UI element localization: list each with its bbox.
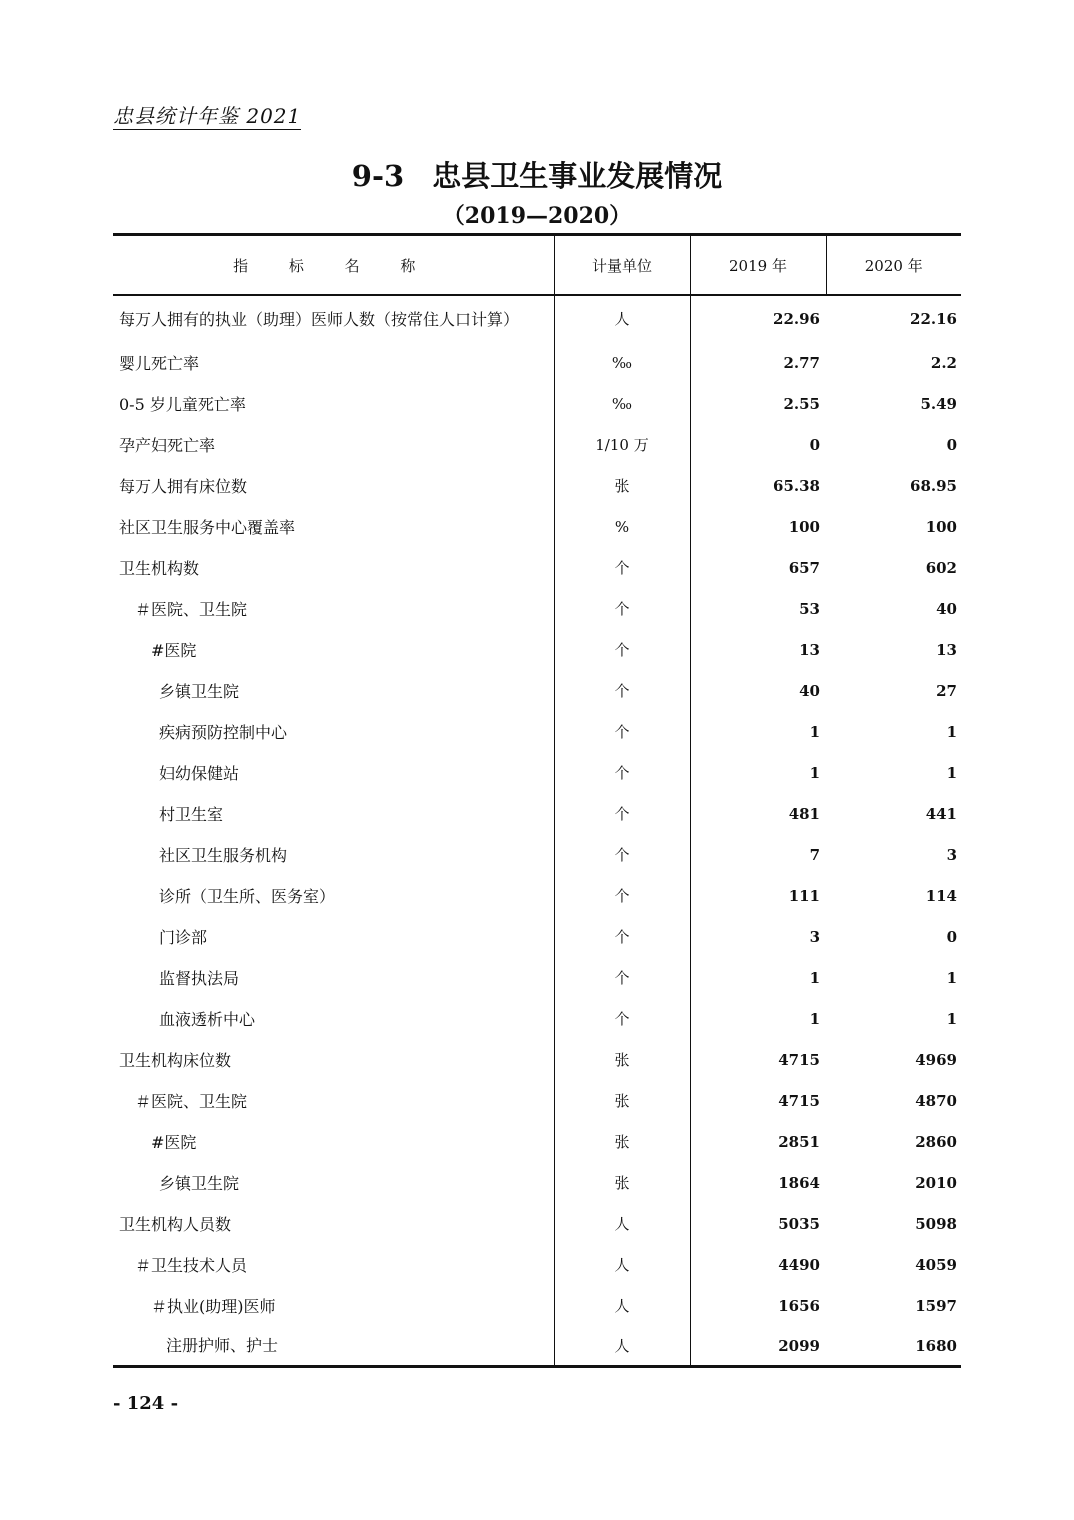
row-indicator-name: 妇幼保健站 bbox=[159, 764, 240, 783]
table-row bbox=[113, 999, 961, 1040]
row-value-2020: 2860 bbox=[915, 1133, 957, 1151]
row-unit: 个 bbox=[554, 999, 690, 1040]
row-value-2020: 602 bbox=[925, 559, 957, 577]
row-unit: 个 bbox=[554, 589, 690, 630]
row-value-2019: 53 bbox=[690, 589, 826, 630]
row-unit: 个 bbox=[554, 712, 690, 753]
row-unit: 张 bbox=[554, 1081, 690, 1122]
row-indicator-name: 村卫生室 bbox=[159, 805, 224, 824]
row-unit: 个 bbox=[554, 958, 690, 999]
row-value-2020: 27 bbox=[936, 682, 957, 700]
row-value-2019: 40 bbox=[690, 671, 826, 712]
table-title bbox=[0, 158, 1074, 194]
row-unit: 1/10 万 bbox=[554, 425, 690, 466]
row-value-2019: 2.77 bbox=[690, 343, 826, 384]
row-unit: ‰ bbox=[554, 343, 690, 384]
row-indicator-name: 卫生机构人员数 bbox=[119, 1215, 232, 1234]
row-indicator-name: 监督执法局 bbox=[159, 969, 240, 988]
row-value-2020: 4969 bbox=[915, 1051, 957, 1069]
row-indicator-name: 每万人拥有的执业（助理）医师人数（按常住人口计算） bbox=[119, 310, 520, 329]
row-unit: 人 bbox=[554, 1327, 690, 1367]
table-row bbox=[113, 712, 961, 753]
row-value-2020: 22.16 bbox=[910, 310, 957, 328]
row-value-2019: 4715 bbox=[690, 1081, 826, 1122]
row-value-2020: 4870 bbox=[915, 1092, 957, 1110]
header-year-2020: 2020 年 bbox=[826, 235, 961, 296]
row-value-2019: 1 bbox=[690, 712, 826, 753]
table-row bbox=[113, 1204, 961, 1245]
row-indicator-name: 每万人拥有床位数 bbox=[119, 477, 248, 496]
table-title-text: 忠县卫生事业发展情况 bbox=[432, 159, 723, 193]
row-indicator-name: ＃医院、卫生院 bbox=[135, 1092, 248, 1111]
row-value-2020: 40 bbox=[936, 600, 957, 618]
table-row bbox=[113, 343, 961, 384]
row-value-2020: 1 bbox=[946, 1010, 957, 1028]
row-unit: 个 bbox=[554, 794, 690, 835]
table-row bbox=[113, 466, 961, 507]
row-unit: 个 bbox=[554, 548, 690, 589]
table-row bbox=[113, 384, 961, 425]
row-indicator-name: ＃卫生技术人员 bbox=[135, 1256, 248, 1275]
row-value-2020: 1 bbox=[946, 723, 957, 741]
table-row bbox=[113, 507, 961, 548]
row-value-2019: 2851 bbox=[690, 1122, 826, 1163]
row-unit: 个 bbox=[554, 630, 690, 671]
row-unit: 张 bbox=[554, 1163, 690, 1204]
table-row bbox=[113, 425, 961, 466]
page-number: - 124 - bbox=[113, 1393, 179, 1414]
row-value-2019: 3 bbox=[690, 917, 826, 958]
row-indicator-name: 0-5 岁儿童死亡率 bbox=[119, 395, 246, 414]
row-value-2020: 441 bbox=[925, 805, 957, 823]
row-value-2019: 2.55 bbox=[690, 384, 826, 425]
row-indicator-name: 注册护师、护士 bbox=[113, 1327, 554, 1367]
row-unit: 人 bbox=[554, 1245, 690, 1286]
table-row bbox=[113, 1327, 961, 1367]
row-value-2020: 1 bbox=[946, 969, 957, 987]
row-indicator-name: 孕产妇死亡率 bbox=[119, 436, 216, 455]
table-row bbox=[113, 1286, 961, 1327]
row-value-2020: 1597 bbox=[915, 1297, 957, 1315]
table-row bbox=[113, 671, 961, 712]
row-indicator-name: 社区卫生服务机构 bbox=[159, 846, 288, 865]
row-value-2019: 22.96 bbox=[690, 295, 826, 343]
table-row bbox=[113, 589, 961, 630]
row-indicator-name: 乡镇卫生院 bbox=[159, 1174, 240, 1193]
row-value-2019: 4490 bbox=[690, 1245, 826, 1286]
row-value-2019: 2099 bbox=[690, 1327, 826, 1367]
row-value-2019: 111 bbox=[690, 876, 826, 917]
table-row bbox=[113, 794, 961, 835]
row-value-2020: 2.2 bbox=[930, 354, 957, 372]
row-value-2020: 13 bbox=[936, 641, 957, 659]
table-row bbox=[113, 548, 961, 589]
row-value-2020: 3 bbox=[946, 846, 957, 864]
header-year-2019: 2019 年 bbox=[690, 235, 826, 296]
row-indicator-name: ＃执业(助理)医师 bbox=[151, 1297, 276, 1316]
row-value-2020: 0 bbox=[946, 436, 957, 454]
row-indicator-name: #医院 bbox=[151, 1133, 197, 1152]
row-value-2020: 68.95 bbox=[910, 477, 957, 495]
row-indicator-name: 门诊部 bbox=[159, 928, 208, 947]
table-row bbox=[113, 1163, 961, 1204]
row-unit: ‰ bbox=[554, 384, 690, 425]
table-header-row bbox=[113, 235, 961, 296]
row-value-2019: 1 bbox=[690, 753, 826, 794]
row-unit: 个 bbox=[554, 671, 690, 712]
row-value-2019: 65.38 bbox=[690, 466, 826, 507]
table-subtitle: （2019—2020） bbox=[442, 203, 632, 229]
table-row bbox=[113, 630, 961, 671]
table-row bbox=[113, 1122, 961, 1163]
row-value-2019: 1 bbox=[690, 958, 826, 999]
row-value-2019: 13 bbox=[690, 630, 826, 671]
row-value-2020: 2010 bbox=[915, 1174, 957, 1192]
table-row bbox=[113, 835, 961, 876]
row-unit: 人 bbox=[554, 1286, 690, 1327]
row-value-2020: 1680 bbox=[826, 1327, 961, 1367]
running-head: 忠县统计年鉴 2021 bbox=[113, 104, 302, 128]
row-indicator-name: ＃医院、卫生院 bbox=[135, 600, 248, 619]
row-unit: 个 bbox=[554, 835, 690, 876]
table-row bbox=[113, 295, 961, 343]
row-indicator-name: 血液透析中心 bbox=[159, 1010, 256, 1029]
row-indicator-name: 卫生机构数 bbox=[119, 559, 200, 578]
row-value-2020: 100 bbox=[925, 518, 957, 536]
row-unit: 人 bbox=[554, 295, 690, 343]
row-indicator-name: 卫生机构床位数 bbox=[119, 1051, 232, 1070]
header-unit: 计量单位 bbox=[554, 235, 690, 296]
table-body bbox=[113, 295, 961, 1367]
table-row bbox=[113, 1040, 961, 1081]
row-value-2020: 1 bbox=[946, 764, 957, 782]
row-unit: 张 bbox=[554, 466, 690, 507]
table-row bbox=[113, 876, 961, 917]
health-statistics-table bbox=[113, 233, 961, 1368]
row-value-2019: 1 bbox=[690, 999, 826, 1040]
row-value-2019: 7 bbox=[690, 835, 826, 876]
row-unit: 人 bbox=[554, 1204, 690, 1245]
table-number: 9-3 bbox=[351, 159, 405, 193]
row-value-2019: 100 bbox=[690, 507, 826, 548]
row-unit: 张 bbox=[554, 1122, 690, 1163]
table-row bbox=[113, 1081, 961, 1122]
row-value-2019: 1864 bbox=[690, 1163, 826, 1204]
row-indicator-name: 诊所（卫生所、医务室） bbox=[159, 887, 336, 906]
table-row bbox=[113, 958, 961, 999]
row-value-2019: 5035 bbox=[690, 1204, 826, 1245]
row-value-2019: 481 bbox=[690, 794, 826, 835]
table-row bbox=[113, 753, 961, 794]
header-indicator-name: 指 标 名 称 bbox=[113, 235, 554, 296]
row-unit: 个 bbox=[554, 876, 690, 917]
row-indicator-name: 社区卫生服务中心覆盖率 bbox=[119, 518, 296, 537]
row-unit: 个 bbox=[554, 753, 690, 794]
row-indicator-name: #医院 bbox=[151, 641, 197, 660]
row-value-2020: 0 bbox=[946, 928, 957, 946]
row-value-2019: 657 bbox=[690, 548, 826, 589]
row-indicator-name: 婴儿死亡率 bbox=[119, 354, 200, 373]
row-value-2020: 4059 bbox=[915, 1256, 957, 1274]
table-row bbox=[113, 1245, 961, 1286]
row-value-2019: 1656 bbox=[690, 1286, 826, 1327]
row-value-2019: 0 bbox=[690, 425, 826, 466]
row-unit: 个 bbox=[554, 917, 690, 958]
row-value-2020: 5098 bbox=[915, 1215, 957, 1233]
row-value-2020: 114 bbox=[925, 887, 957, 905]
row-value-2020: 5.49 bbox=[920, 395, 957, 413]
row-unit: 张 bbox=[554, 1040, 690, 1081]
row-unit: % bbox=[554, 507, 690, 548]
row-value-2019: 4715 bbox=[690, 1040, 826, 1081]
row-indicator-name: 乡镇卫生院 bbox=[159, 682, 240, 701]
row-indicator-name: 疾病预防控制中心 bbox=[159, 723, 288, 742]
table-row bbox=[113, 917, 961, 958]
